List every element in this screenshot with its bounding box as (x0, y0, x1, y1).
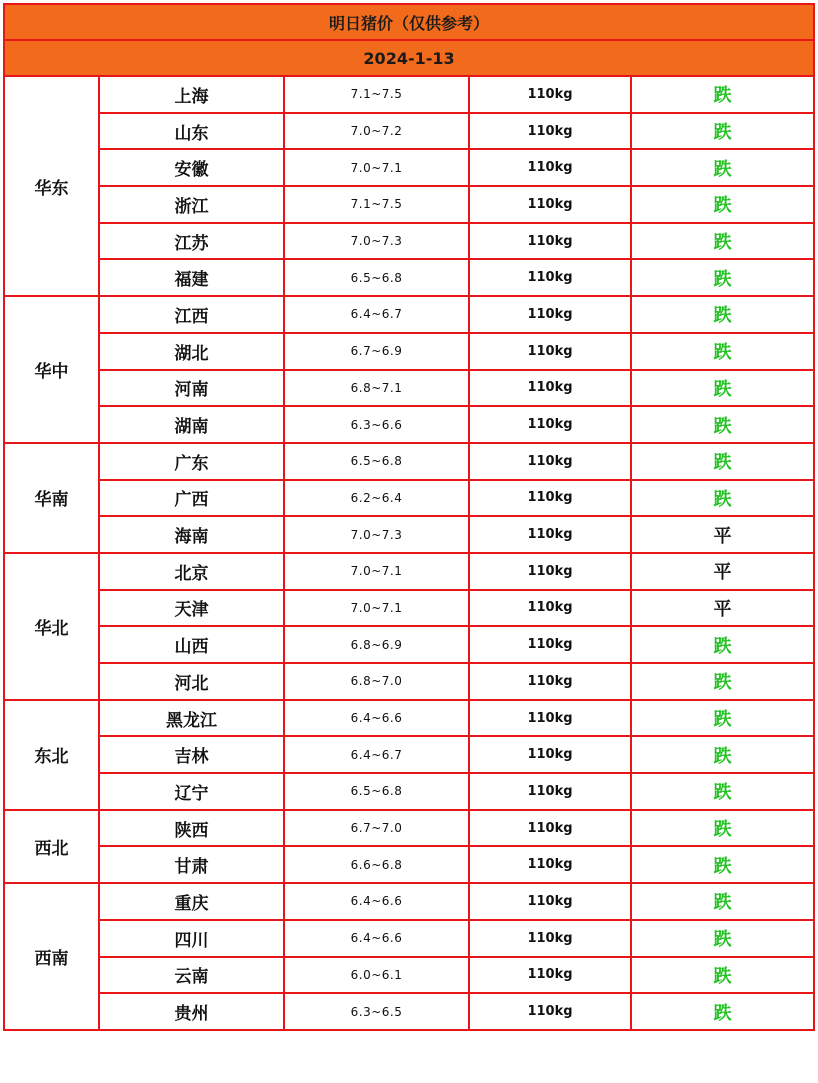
table-row (4, 259, 814, 296)
table-row (4, 516, 814, 553)
province-cell: 云南 (99, 957, 284, 994)
table-row (4, 406, 814, 443)
price-cell: 6.5~6.8 (284, 259, 469, 296)
region-cell: 华南 (4, 443, 99, 553)
trend-cell: 跌 (631, 443, 814, 480)
province-cell: 河南 (99, 370, 284, 407)
price-cell: 7.1~7.5 (284, 76, 469, 113)
province-cell: 福建 (99, 259, 284, 296)
weight-cell: 110kg (469, 259, 631, 296)
province-cell: 贵州 (99, 993, 284, 1030)
table-row (4, 993, 814, 1030)
province-cell: 陕西 (99, 810, 284, 847)
pig-price-table (3, 3, 815, 1031)
province-cell: 广西 (99, 480, 284, 517)
weight-cell: 110kg (469, 957, 631, 994)
price-cell: 6.4~6.6 (284, 700, 469, 737)
province-cell: 山东 (99, 113, 284, 150)
province-cell: 天津 (99, 590, 284, 627)
region-cell: 华东 (4, 76, 99, 296)
table-row (4, 553, 814, 590)
weight-cell: 110kg (469, 810, 631, 847)
region-cell: 华北 (4, 553, 99, 700)
trend-cell: 跌 (631, 736, 814, 773)
weight-cell: 110kg (469, 663, 631, 700)
table-row (4, 149, 814, 186)
price-cell: 6.3~6.5 (284, 993, 469, 1030)
trend-cell: 跌 (631, 113, 814, 150)
weight-cell: 110kg (469, 113, 631, 150)
province-cell: 江苏 (99, 223, 284, 260)
trend-cell: 跌 (631, 957, 814, 994)
table-row (4, 920, 814, 957)
price-cell: 6.4~6.7 (284, 736, 469, 773)
trend-cell: 跌 (631, 149, 814, 186)
weight-cell: 110kg (469, 296, 631, 333)
trend-cell: 跌 (631, 186, 814, 223)
trend-cell: 跌 (631, 480, 814, 517)
province-cell: 浙江 (99, 186, 284, 223)
province-cell: 湖北 (99, 333, 284, 370)
weight-cell: 110kg (469, 553, 631, 590)
table-row (4, 736, 814, 773)
weight-cell: 110kg (469, 736, 631, 773)
table-row (4, 626, 814, 663)
price-cell: 7.0~7.3 (284, 516, 469, 553)
province-cell: 黑龙江 (99, 700, 284, 737)
trend-cell: 跌 (631, 700, 814, 737)
weight-cell: 110kg (469, 480, 631, 517)
weight-cell: 110kg (469, 333, 631, 370)
price-cell: 7.0~7.1 (284, 553, 469, 590)
trend-cell: 平 (631, 553, 814, 590)
trend-cell: 跌 (631, 773, 814, 810)
price-cell: 6.5~6.8 (284, 443, 469, 480)
table-row (4, 773, 814, 810)
province-cell: 北京 (99, 553, 284, 590)
region-cell: 华中 (4, 296, 99, 443)
weight-cell: 110kg (469, 406, 631, 443)
price-cell: 7.1~7.5 (284, 186, 469, 223)
table-row (4, 186, 814, 223)
table-body (4, 4, 814, 1030)
province-cell: 安徽 (99, 149, 284, 186)
weight-cell: 110kg (469, 920, 631, 957)
weight-cell: 110kg (469, 846, 631, 883)
table-row (4, 76, 814, 113)
table-row (4, 700, 814, 737)
trend-cell: 跌 (631, 333, 814, 370)
table-date: 2024-1-13 (4, 40, 814, 76)
table-row (4, 113, 814, 150)
price-cell: 7.0~7.1 (284, 149, 469, 186)
trend-cell: 跌 (631, 920, 814, 957)
weight-cell: 110kg (469, 443, 631, 480)
weight-cell: 110kg (469, 590, 631, 627)
province-cell: 四川 (99, 920, 284, 957)
table-row (4, 443, 814, 480)
price-cell: 6.4~6.7 (284, 296, 469, 333)
weight-cell: 110kg (469, 223, 631, 260)
weight-cell: 110kg (469, 149, 631, 186)
province-cell: 广东 (99, 443, 284, 480)
weight-cell: 110kg (469, 700, 631, 737)
price-cell: 6.5~6.8 (284, 773, 469, 810)
province-cell: 湖南 (99, 406, 284, 443)
price-cell: 7.0~7.1 (284, 590, 469, 627)
table-row (4, 296, 814, 333)
table-row (4, 810, 814, 847)
price-cell: 6.6~6.8 (284, 846, 469, 883)
trend-cell: 跌 (631, 810, 814, 847)
trend-cell: 平 (631, 516, 814, 553)
trend-cell: 跌 (631, 663, 814, 700)
weight-cell: 110kg (469, 76, 631, 113)
date-row (4, 40, 814, 76)
trend-cell: 跌 (631, 406, 814, 443)
weight-cell: 110kg (469, 626, 631, 663)
table-title: 明日猪价（仅供参考） (4, 4, 814, 40)
trend-cell: 平 (631, 590, 814, 627)
province-cell: 吉林 (99, 736, 284, 773)
trend-cell: 跌 (631, 259, 814, 296)
table-row (4, 957, 814, 994)
table-row (4, 480, 814, 517)
province-cell: 海南 (99, 516, 284, 553)
weight-cell: 110kg (469, 370, 631, 407)
province-cell: 甘肃 (99, 846, 284, 883)
trend-cell: 跌 (631, 296, 814, 333)
price-cell: 6.2~6.4 (284, 480, 469, 517)
weight-cell: 110kg (469, 773, 631, 810)
region-cell: 东北 (4, 700, 99, 810)
table-row (4, 333, 814, 370)
table-row (4, 370, 814, 407)
price-cell: 6.8~6.9 (284, 626, 469, 663)
price-cell: 6.0~6.1 (284, 957, 469, 994)
weight-cell: 110kg (469, 186, 631, 223)
price-cell: 6.7~6.9 (284, 333, 469, 370)
price-cell: 6.8~7.1 (284, 370, 469, 407)
table-row (4, 223, 814, 260)
price-cell: 6.8~7.0 (284, 663, 469, 700)
weight-cell: 110kg (469, 993, 631, 1030)
province-cell: 重庆 (99, 883, 284, 920)
trend-cell: 跌 (631, 223, 814, 260)
province-cell: 江西 (99, 296, 284, 333)
region-cell: 西南 (4, 883, 99, 1030)
province-cell: 上海 (99, 76, 284, 113)
province-cell: 辽宁 (99, 773, 284, 810)
trend-cell: 跌 (631, 76, 814, 113)
price-cell: 6.7~7.0 (284, 810, 469, 847)
price-cell: 6.4~6.6 (284, 920, 469, 957)
weight-cell: 110kg (469, 883, 631, 920)
table-row (4, 883, 814, 920)
table-row (4, 590, 814, 627)
trend-cell: 跌 (631, 993, 814, 1030)
table-row (4, 663, 814, 700)
region-cell: 西北 (4, 810, 99, 883)
trend-cell: 跌 (631, 846, 814, 883)
weight-cell: 110kg (469, 516, 631, 553)
price-cell: 6.4~6.6 (284, 883, 469, 920)
province-cell: 河北 (99, 663, 284, 700)
trend-cell: 跌 (631, 626, 814, 663)
trend-cell: 跌 (631, 883, 814, 920)
trend-cell: 跌 (631, 370, 814, 407)
price-cell: 7.0~7.3 (284, 223, 469, 260)
province-cell: 山西 (99, 626, 284, 663)
price-cell: 7.0~7.2 (284, 113, 469, 150)
table-row (4, 846, 814, 883)
price-cell: 6.3~6.6 (284, 406, 469, 443)
title-row (4, 4, 814, 40)
